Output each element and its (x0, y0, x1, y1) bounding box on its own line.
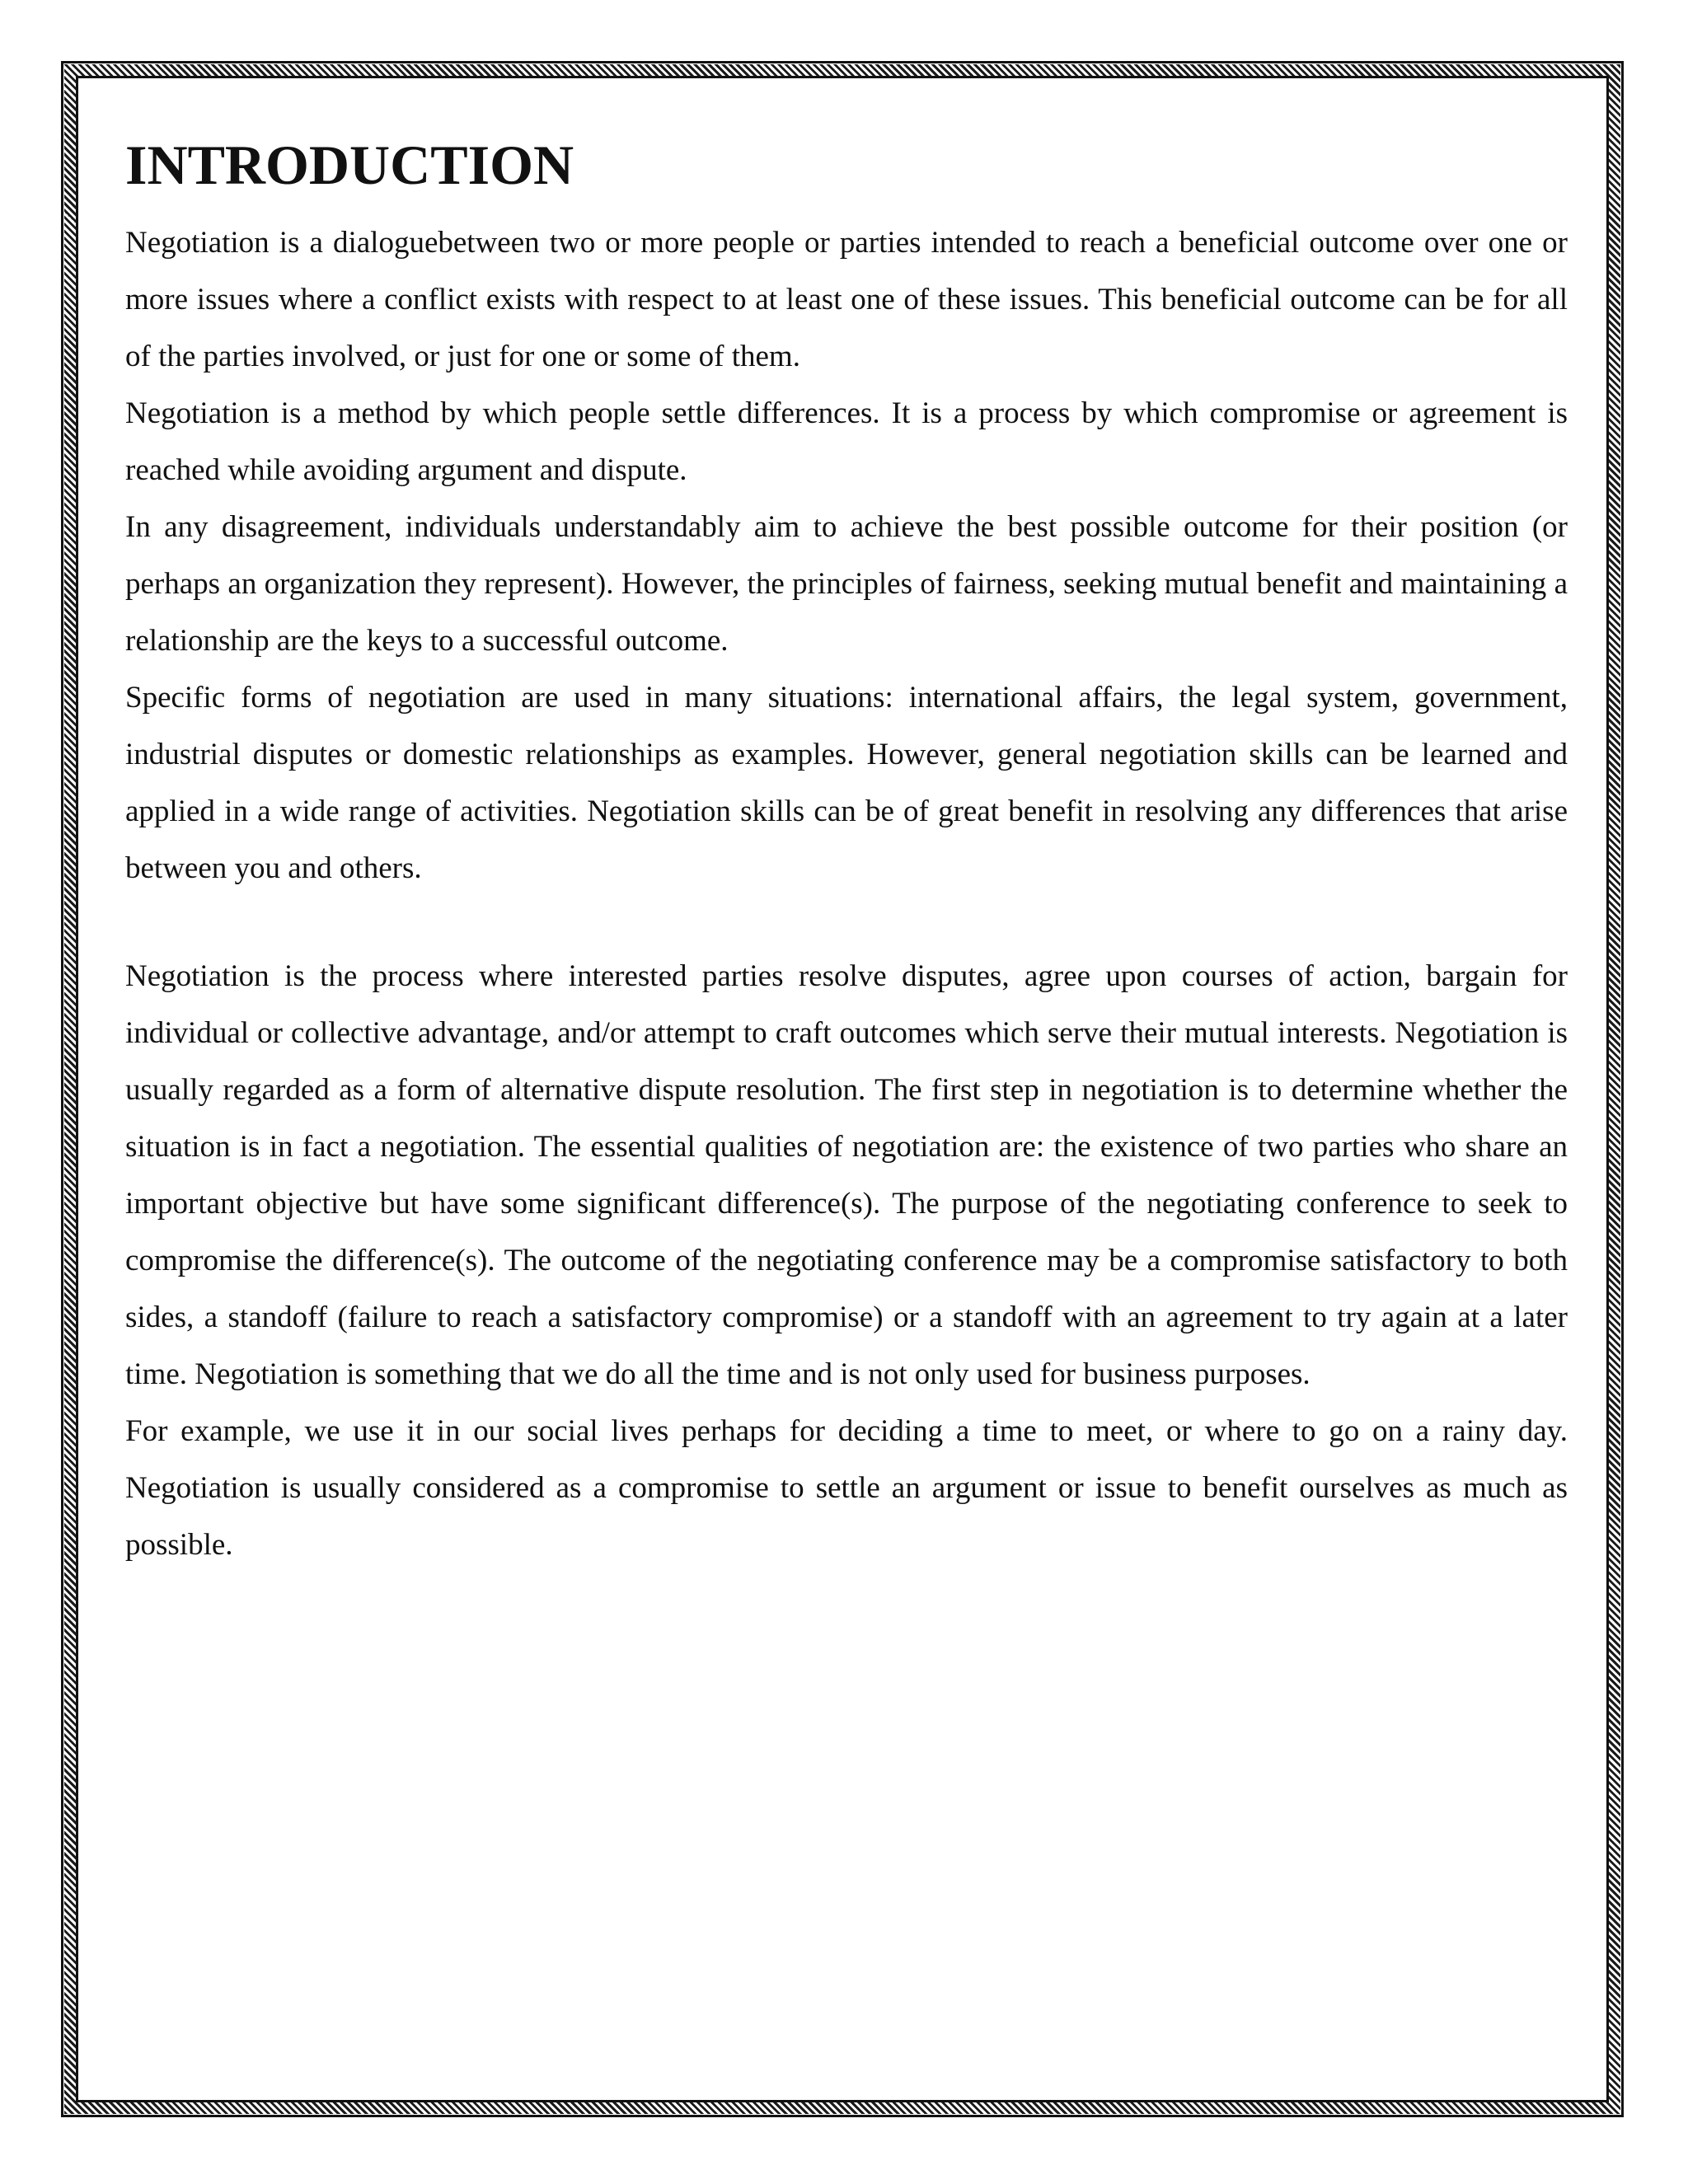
paragraph-spacer (125, 897, 1568, 948)
section-heading: INTRODUCTION (125, 134, 574, 196)
paragraph: Negotiation is the process where interested parties resolve disputes, agree upon courses of action, bargain for individual or collective advantage, and/or attempt to craft outcomes which serve their mutual interests. Negotiation is usually regarded as a form of alternative dispute resolution. The first step in negotiation is to determine whether the situation is in fact a negotiation. The essential qualities of negotiation are: the existence of two parties who share an important objective but have some significant difference(s). The purpose of the negotiating conference to seek to compromise the difference(s). The outcome of the negotiating conference may be a compromise satisfactory to both sides, a standoff (failure to reach a satisfactory compromise) or a standoff with an agreement to try again at a later time. Negotiation is something that we do all the time and is not only used for business purposes. (125, 959, 1568, 1391)
paragraph: Negotiation is a dialoguebetween two or more people or parties intended to reach a beneficial outcome over one or more issues where a conflict exists with respect to at least one of these issues. This beneficial outcome can be for all of the parties involved, or just for one or some of them. (125, 226, 1568, 373)
paragraph: In any disagreement, individuals understandably aim to achieve the best possible outcome for their position (or perhaps an organization they represent). However, the principles of fairness, seeking mutual benefit and maintaining a relationship are the keys to a successful outcome. (125, 510, 1568, 658)
paragraph: Negotiation is a method by which people settle differences. It is a process by which compromise or agreement is reached while avoiding argument and dispute. (125, 396, 1568, 487)
paragraph: Specific forms of negotiation are used in many situations: international affairs, the legal system, government, industrial disputes or domestic relationships as examples. However, general negotiation skills can be learned and applied in a wide range of activities. Negotiation skills can be of great benefit in resolving any differences that arise between you and others. (125, 681, 1568, 885)
document-body (125, 132, 1568, 1573)
paragraph: For example, we use it in our social lives perhaps for deciding a time to meet, or where to go on a rainy day. Negotiation is usually considered as a compromise to settle an argument or issue to benefit ourselves as much as possible. (125, 1414, 1568, 1562)
